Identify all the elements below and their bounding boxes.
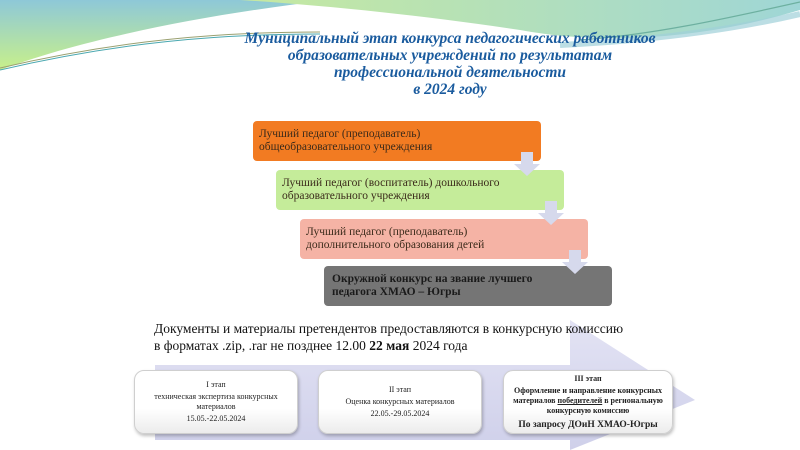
title-line-3: профессиональной деятельности: [333, 64, 567, 81]
flow-box-text: Лучший педагог (преподаватель): [306, 226, 468, 238]
stage-3-card: [503, 370, 673, 434]
title-line-4: в 2024 году: [413, 81, 487, 98]
stage-text: в региональную конкурсную комиссию: [546, 396, 663, 415]
flow-box-text: дополнительного образования детей: [306, 239, 485, 251]
stage-title: III этап: [574, 374, 602, 383]
flow-box-preschool: [276, 170, 564, 210]
stage-description: [510, 386, 666, 416]
stage-dates: 15.05.-22.05.2024: [186, 414, 246, 423]
title-line-2: образовательных учреждений по результатам: [287, 47, 613, 64]
note-line-2: [154, 337, 623, 354]
stage-description: Оценка конкурсных материалов: [345, 397, 455, 406]
deadline-date: 22 мая: [369, 338, 410, 353]
note-line-1: Документы и материалы претендентов предоставляются в конкурсную комиссию: [154, 321, 624, 336]
flow-box-text: педагога ХМАО – Югры: [332, 286, 461, 298]
stage-text: Оформление и направление конкурсных материалов: [513, 386, 662, 405]
flow-box-text: Лучший педагог (воспитатель) дошкольного: [282, 177, 500, 189]
down-arrow-icon: [514, 152, 540, 176]
note-text: в форматах .zip, .rar не позднее 12.00: [154, 338, 370, 353]
note-text: 2024 года: [409, 338, 468, 353]
flow-box-text: Лучший педагог (преподаватель): [259, 128, 421, 140]
stage-1-card: [134, 370, 298, 434]
down-arrow-icon: [562, 250, 588, 274]
stage-title: I этап: [206, 380, 226, 389]
stage-note: По запросу ДОиН ХМАО-Югры: [518, 420, 658, 430]
page-title: [200, 30, 700, 98]
flow-box-text: образовательного учреждения: [282, 190, 430, 202]
down-arrow-icon: [538, 201, 564, 225]
winners-emphasis: победителей: [557, 396, 603, 405]
stage-title: II этап: [388, 385, 412, 394]
submission-note: [154, 320, 623, 354]
flow-box-text: общеобразовательного учреждения: [259, 141, 433, 153]
title-line-1: Муниципальный этап конкурса педагогических работников: [244, 30, 656, 47]
stage-2-card: [318, 370, 482, 434]
stage-dates: 22.05.-29.05.2024: [370, 409, 430, 418]
stage-description: техническая экспертиза конкурсных материалов: [154, 392, 278, 411]
flow-box-general-education: [253, 121, 541, 161]
flow-box-additional-education: [300, 219, 588, 259]
flow-box-text: Окружной конкурс на звание лучшего: [332, 273, 533, 285]
